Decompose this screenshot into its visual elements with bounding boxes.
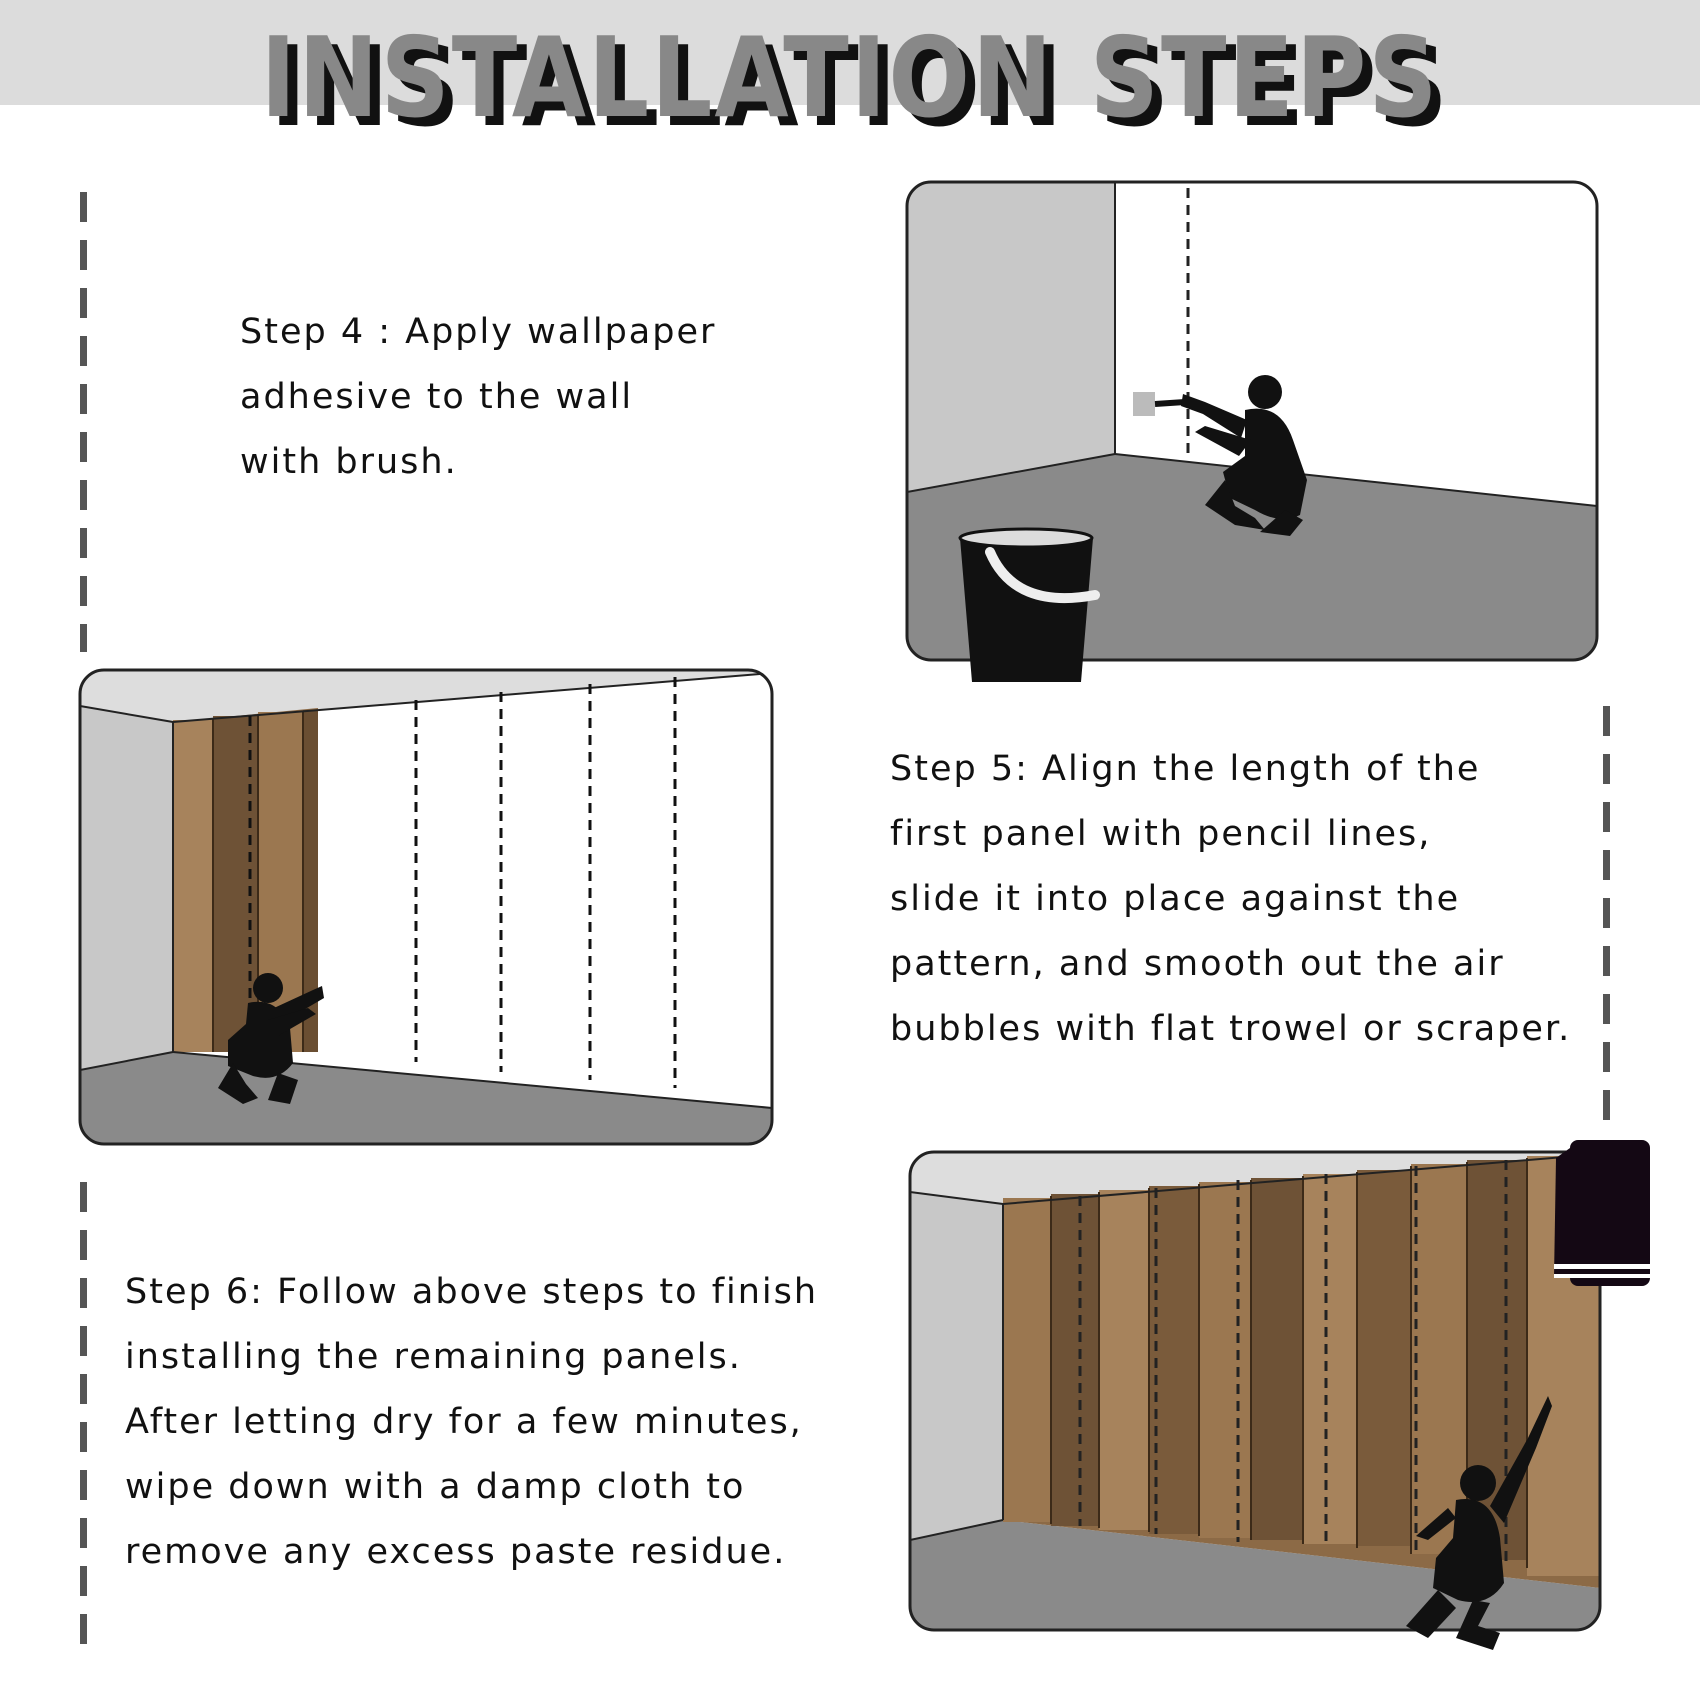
step-4-text: Step 4 : Apply wallpaper adhesive to the wall with brush. bbox=[240, 312, 717, 482]
towel-icon bbox=[1554, 1140, 1650, 1286]
step-6-text: Step 6: Follow above steps to finish installing the remaining panels. After letting dry for a few minutes, wipe down with a damp cloth to remove any excess paste residue. bbox=[125, 1272, 819, 1572]
step-5-illustration bbox=[78, 668, 776, 1148]
page-title: INSTALLATION STEPS bbox=[260, 13, 1440, 143]
step-4-illustration bbox=[905, 180, 1605, 690]
finished-wood-wall bbox=[1003, 1154, 1600, 1588]
step-5-text: Step 5: Align the length of the first panel with pencil lines, slide it into place against the pattern, and smooth out the air bubbles with flat trowel or scraper. bbox=[890, 749, 1572, 1049]
dashed-guide-left-bottom bbox=[80, 1182, 87, 1644]
step-6-illustration bbox=[908, 1138, 1653, 1668]
bucket-icon bbox=[960, 529, 1095, 682]
dashed-guide-left-top bbox=[80, 192, 87, 652]
